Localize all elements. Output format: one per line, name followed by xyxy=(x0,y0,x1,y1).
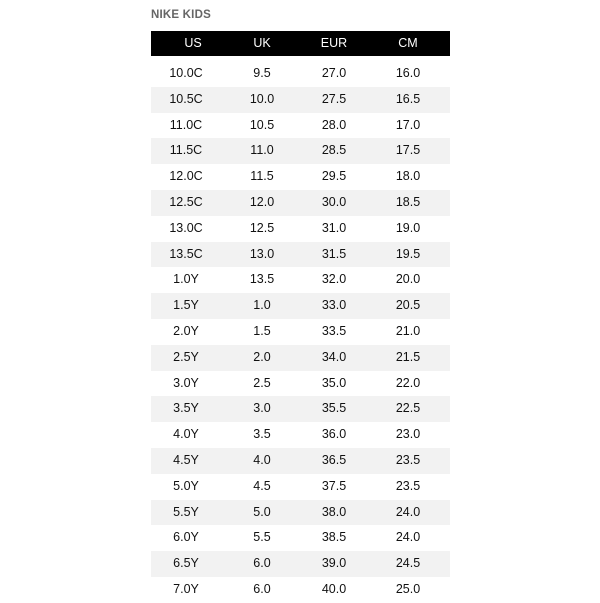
table-row xyxy=(151,87,450,113)
cell-cm: 20.5 xyxy=(395,298,421,313)
cell-eur: 40.0 xyxy=(321,581,347,596)
table-row xyxy=(151,319,450,345)
table-body xyxy=(151,61,450,603)
cell-cm: 17.0 xyxy=(395,117,421,132)
column-header-uk: UK xyxy=(253,36,271,50)
cell-eur: 33.0 xyxy=(321,298,347,313)
cell-eur: 34.0 xyxy=(321,349,347,364)
cell-cm: 24.0 xyxy=(395,504,421,519)
table-row xyxy=(151,138,450,164)
cell-uk: 1.0 xyxy=(253,298,271,313)
cell-eur: 28.0 xyxy=(321,117,347,132)
cell-uk: 4.5 xyxy=(253,478,271,493)
table-row xyxy=(151,551,450,577)
cell-uk: 13.0 xyxy=(249,246,275,261)
cell-cm: 16.0 xyxy=(395,66,421,80)
cell-uk: 6.0 xyxy=(253,556,271,571)
cell-us: 13.5C xyxy=(169,246,203,261)
cell-cm: 23.5 xyxy=(395,452,421,467)
cell-us: 6.0Y xyxy=(173,530,199,545)
cell-us: 4.5Y xyxy=(173,452,199,467)
cell-uk: 12.0 xyxy=(249,194,275,209)
cell-cm: 18.0 xyxy=(395,169,421,184)
table-row xyxy=(151,113,450,139)
cell-eur: 30.0 xyxy=(321,194,347,209)
cell-uk: 10.5 xyxy=(249,117,275,132)
cell-us: 7.0Y xyxy=(173,581,199,596)
cell-us: 3.5Y xyxy=(173,401,199,416)
cell-cm: 18.5 xyxy=(395,194,421,209)
cell-uk: 11.5 xyxy=(250,169,274,184)
table-row xyxy=(151,293,450,319)
column-header-us: US xyxy=(184,36,202,50)
table-row xyxy=(151,267,450,293)
cell-eur: 32.0 xyxy=(321,272,347,287)
cell-eur: 38.5 xyxy=(321,530,347,545)
cell-uk: 2.5 xyxy=(253,375,271,390)
cell-uk: 3.5 xyxy=(253,427,271,442)
cell-cm: 17.5 xyxy=(395,143,421,158)
cell-us: 4.0Y xyxy=(173,427,199,442)
cell-cm: 23.5 xyxy=(395,478,421,493)
cell-eur: 39.0 xyxy=(321,556,347,571)
cell-cm: 24.0 xyxy=(395,530,421,545)
cell-cm: 23.0 xyxy=(395,427,421,442)
column-header-eur: EUR xyxy=(320,36,348,50)
cell-us: 10.5C xyxy=(169,91,203,106)
column-header-cm: CM xyxy=(398,36,418,50)
cell-us: 11.5C xyxy=(169,143,203,158)
cell-us: 2.0Y xyxy=(173,323,199,338)
table-row xyxy=(151,474,450,500)
cell-cm: 24.5 xyxy=(395,556,421,571)
cell-cm: 25.0 xyxy=(395,581,421,596)
cell-cm: 19.0 xyxy=(395,220,421,235)
cell-uk: 2.0 xyxy=(253,349,271,364)
table-row xyxy=(151,190,450,216)
table-row xyxy=(151,525,450,551)
table-row xyxy=(151,396,450,422)
cell-uk: 9.5 xyxy=(253,66,271,80)
cell-eur: 27.5 xyxy=(321,91,347,106)
cell-us: 3.0Y xyxy=(173,375,199,390)
table-row xyxy=(151,577,450,603)
cell-cm: 16.5 xyxy=(395,91,421,106)
cell-eur: 31.5 xyxy=(321,246,347,261)
cell-uk: 13.5 xyxy=(249,272,275,287)
cell-eur: 35.0 xyxy=(321,375,347,390)
table-row xyxy=(151,448,450,474)
cell-us: 10.0C xyxy=(169,66,203,80)
cell-eur: 31.0 xyxy=(321,220,347,235)
cell-uk: 12.5 xyxy=(249,220,275,235)
cell-eur: 28.5 xyxy=(321,143,347,158)
cell-cm: 21.0 xyxy=(395,323,421,338)
table-row xyxy=(151,345,450,371)
cell-cm: 21.5 xyxy=(395,349,421,364)
table-row xyxy=(151,216,450,242)
cell-us: 13.0C xyxy=(169,220,203,235)
cell-uk: 5.5 xyxy=(253,530,271,545)
table-row xyxy=(151,242,450,268)
table-row xyxy=(151,164,450,190)
table-row xyxy=(151,61,450,87)
cell-us: 5.5Y xyxy=(173,504,199,519)
cell-uk: 11.0 xyxy=(250,143,274,158)
cell-cm: 19.5 xyxy=(395,246,421,261)
cell-uk: 1.5 xyxy=(253,323,271,338)
cell-uk: 5.0 xyxy=(253,504,271,519)
table-row xyxy=(151,500,450,526)
cell-us: 11.0C xyxy=(169,117,203,132)
table-row xyxy=(151,371,450,397)
cell-us: 5.0Y xyxy=(173,478,199,493)
brand-title: NIKE KIDS xyxy=(151,9,211,21)
cell-us: 1.0Y xyxy=(173,272,199,287)
cell-eur: 29.5 xyxy=(321,169,347,184)
cell-uk: 3.0 xyxy=(253,401,271,416)
cell-cm: 22.0 xyxy=(395,375,421,390)
cell-eur: 35.5 xyxy=(321,401,347,416)
cell-us: 2.5Y xyxy=(173,349,199,364)
cell-eur: 38.0 xyxy=(321,504,347,519)
cell-eur: 36.0 xyxy=(321,427,347,442)
cell-us: 6.5Y xyxy=(173,556,199,571)
cell-cm: 20.0 xyxy=(395,272,421,287)
table-row xyxy=(151,422,450,448)
cell-uk: 10.0 xyxy=(249,91,275,106)
cell-eur: 37.5 xyxy=(321,478,347,493)
cell-us: 12.0C xyxy=(169,169,203,184)
table-header xyxy=(151,31,450,56)
cell-us: 1.5Y xyxy=(173,298,199,313)
cell-eur: 33.5 xyxy=(321,323,347,338)
cell-uk: 6.0 xyxy=(253,581,271,596)
cell-eur: 27.0 xyxy=(321,66,347,80)
cell-uk: 4.0 xyxy=(253,452,271,467)
cell-eur: 36.5 xyxy=(321,452,347,467)
cell-us: 12.5C xyxy=(169,194,203,209)
cell-cm: 22.5 xyxy=(395,401,421,416)
